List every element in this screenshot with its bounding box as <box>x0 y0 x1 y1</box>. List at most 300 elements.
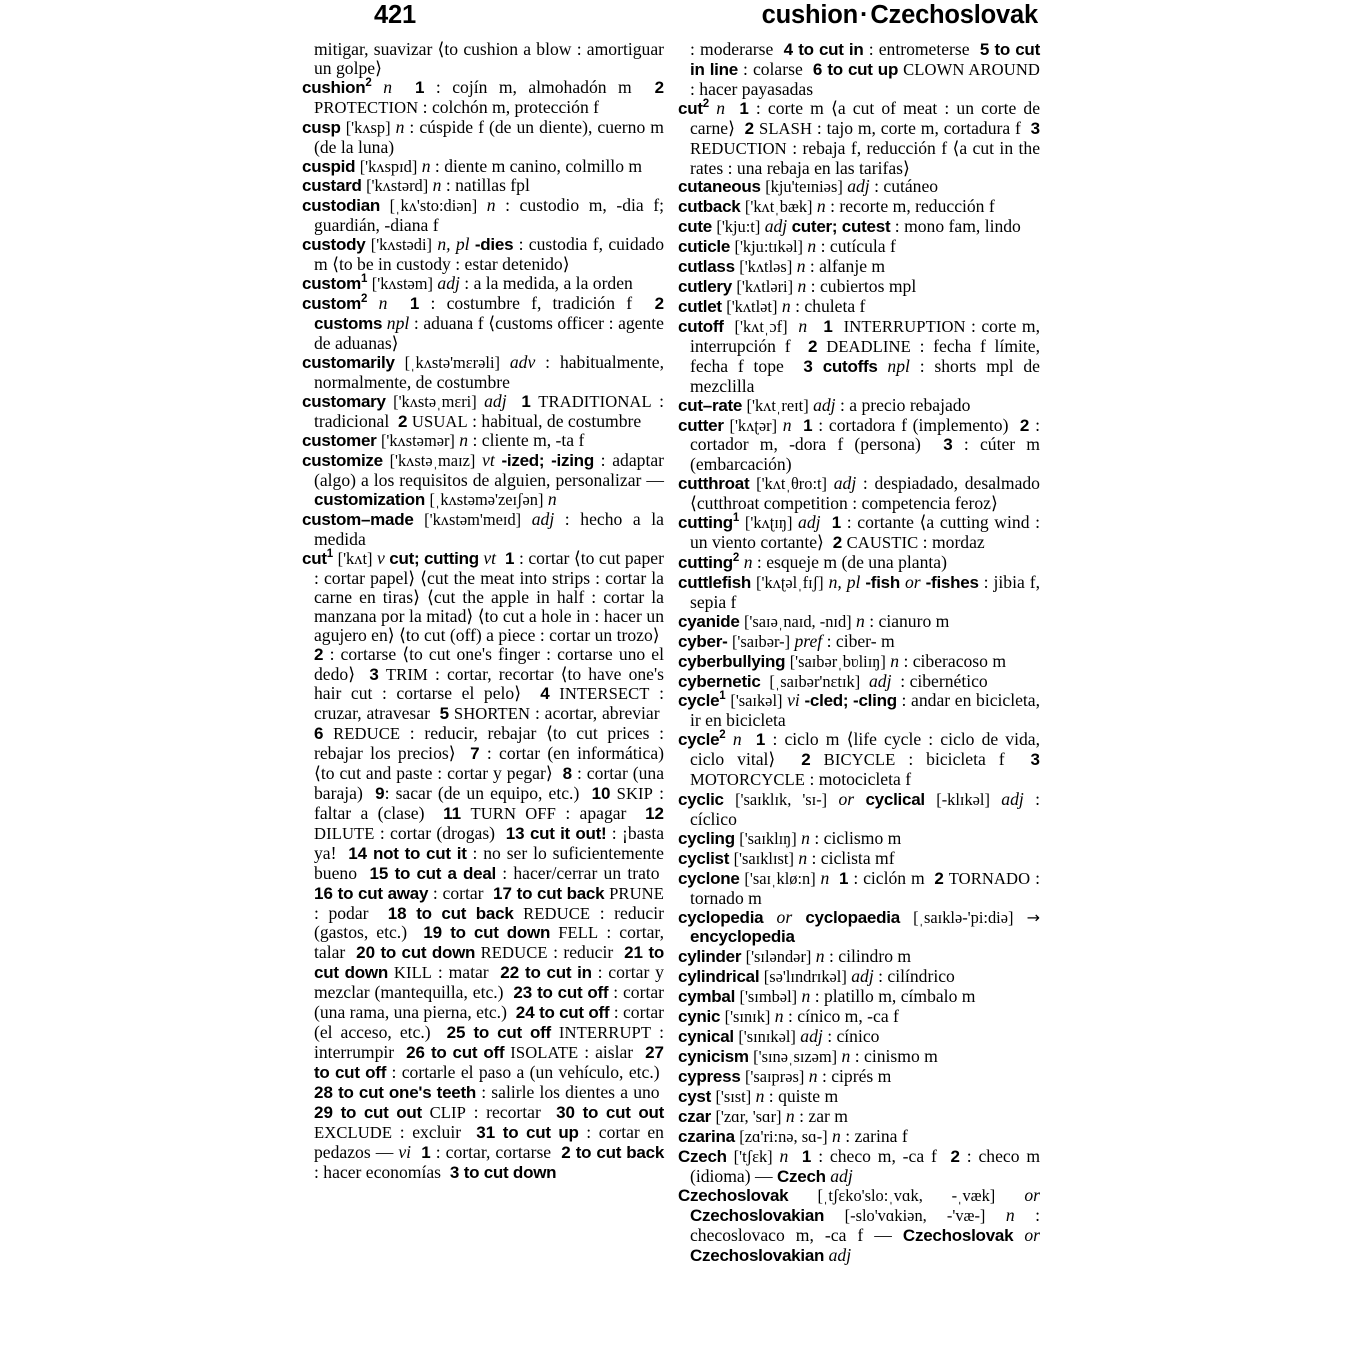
part-of-speech: n <box>421 155 431 176</box>
entry-cutthroat <box>678 474 1040 513</box>
entry-cyberbullying <box>678 652 1040 672</box>
entry-cutlet <box>678 297 1040 317</box>
entry-czechoslovak: Czechoslovak [ˌtʃɛko'slo:ˌvɑk, -ˌvæk] or Czechoslovakian [-slo'vɑkiən, -'væ-] n : checoslovaco m, -ca f — Czechoslovak or Czechoslovakian adj <box>678 1185 1040 1266</box>
synonym-cue: PRUNE <box>609 883 664 903</box>
headword: cycle <box>678 730 720 750</box>
part-of-speech: adj <box>531 509 555 530</box>
headword: cutthroat <box>678 474 750 494</box>
entry-cylindrical <box>678 967 1040 987</box>
entry-customer <box>302 431 664 451</box>
part-of-speech: adj <box>800 1026 823 1047</box>
part-of-speech-vt: vt <box>483 547 497 568</box>
sense-number: 13 <box>505 823 525 843</box>
sense-text: : tornado m <box>690 867 1040 908</box>
headword: cuttlefish <box>678 572 752 592</box>
part-of-speech: n <box>774 1006 784 1027</box>
pronunciation: ['kʌstəˌmaɪz] <box>389 451 476 471</box>
sense-text: : aduana f ⟨customs officer : agente de aduanas⟩ <box>314 312 664 353</box>
column-right <box>678 40 1040 1346</box>
headword: cut <box>302 548 327 568</box>
synonym-cue: ISOLATE <box>510 1043 579 1063</box>
entry-cylinder <box>678 947 1040 967</box>
part-of-speech: n <box>816 196 826 217</box>
sense-number: 2 <box>1019 415 1030 435</box>
sense-text: : cínico m, -ca f <box>788 1006 899 1027</box>
part-of-speech: n <box>801 986 811 1007</box>
sub-headword: customs <box>314 313 383 333</box>
sense-text: : shorts mpl de mezclilla <box>690 355 1040 396</box>
headword: cutlery <box>678 277 732 297</box>
entry-cuspid <box>302 157 664 177</box>
sense-number: 4 <box>540 684 550 704</box>
part-of-speech: adj <box>851 966 874 987</box>
sense-number: 1 <box>414 77 425 97</box>
headword: cutlass <box>678 257 735 277</box>
headword: cut <box>678 98 703 118</box>
sense-number: 20 <box>356 943 376 963</box>
part-of-speech: n <box>820 867 830 888</box>
variant-joiner: or <box>905 571 921 592</box>
sense-text: : cutícula f <box>820 236 896 257</box>
homograph-number: 1 <box>326 548 334 561</box>
sense-text: : costumbre f, tradición f <box>430 292 633 313</box>
pronunciation: ['kʌstərd] <box>366 176 429 196</box>
sense-text: : hecho a la medida <box>314 509 664 550</box>
entry-cyanide <box>678 612 1040 632</box>
part-of-speech: n <box>395 116 405 137</box>
headword: cutlet <box>678 296 722 316</box>
derived-joiner: or <box>1024 1225 1040 1246</box>
sense-text: : rebaja f, reducción f ⟨a cut in the rates : una rebaja en las tarifas⟩ <box>690 137 1041 178</box>
sub-part-of-speech: npl <box>386 312 410 333</box>
pronunciation: ['kʌʈəlˌfɪʃ] <box>756 572 824 592</box>
synonym-cue: CAUSTIC <box>846 533 919 553</box>
headword: czarina <box>678 1126 735 1146</box>
synonym-cue: FELL <box>558 923 599 943</box>
pronunciation: ['kʌstəm] <box>371 274 433 294</box>
sense-text: : acortar, abreviar <box>534 703 660 724</box>
phrase: to cut off <box>314 1062 387 1082</box>
part-of-speech: n <box>807 236 817 257</box>
part-of-speech: n <box>808 1065 818 1086</box>
part-of-speech: n <box>779 1145 789 1166</box>
synonym-cue: PROTECTION <box>314 97 419 117</box>
sense-text: : mordaz <box>922 532 985 553</box>
guide-word-left: cushion <box>761 1 859 29</box>
headword: cynic <box>678 1007 721 1027</box>
entry-cut1: cut$^1$ ['kʌt] v cut; cutting vt 1 : cortar ⟨to cut paper : cortar papel⟩ ⟨cut the meat into strips : cortar la carne en tiras⟩ ⟨cut the apple in half : cortar la manzana por la mitad⟩ ⟨to cut a hole in : hacer un agujero en⟩ ⟨to cut (off) a piece : cortar un trozo⟩ 2 : cortarse ⟨to cut one's finger : cortarse uno el dedo⟩ 3 TRIM : cortar, recortar ⟨to have one's hair cut : cortarse el pelo⟩ 4 INTERSECT : cruzar, atravesar 5 SHORTEN : acortar, abreviar 6 REDUCE : reducir, rebajar ⟨to cut prices : rebajar los precios⟩ 7 : cortar (en informática) ⟨to cut and paste : cortar y pegar⟩ 8 : cortar (una baraja) 9: sacar (de un equipo, etc.) 10 SKIP : faltar a (clase) 11 TURN OFF : apagar 12 DILUTE : cortar (drogas) 13 cut it out! : ¡basta ya! 14 not to cut it : no ser lo suficientemente bueno 15 to cut a deal : hacer/cerrar un trato 16 to cut away : cortar 17 to cut back PRUNE : podar 18 to cut back REDUCE : reducir (gastos, etc.) 19 to cut down FELL : cortar, talar 20 to cut down REDUCE : reducir 21 to cut down KILL : matar 22 to cut in : cortar y mezclar (mantequilla, etc.) 23 to cut off : cortar (una rama, una pierna, etc.) 24 to cut off : cortar (el acceso, etc.) 25 to cut off INTERRUPT : interrumpir 26 to cut off ISOLATE : aislar 27 to cut off : cortarle el paso a (un vehículo, etc.) 28 to cut one's teeth : salirle los dientes a uno 29 to cut out CLIP : recortar 30 to cut out EXCLUDE : excluir 31 to cut up : cortar en pedazos — vi 1 : cortar, cortarse 2 to cut back : hacer economías 3 to cut down <box>302 547 665 1182</box>
entry-cynical <box>678 1027 1040 1047</box>
sense-number: 28 <box>314 1082 333 1102</box>
sense-text: : cortar <box>432 882 484 903</box>
homograph-number: 2 <box>719 729 726 742</box>
headword: cutoff <box>678 316 724 336</box>
pronunciation: ['kju:t] <box>716 217 761 237</box>
phrase: cut it out! <box>529 823 607 843</box>
entry-cutting1 <box>678 513 1040 553</box>
part-of-speech: n <box>486 195 496 216</box>
sense-text: : habitual, de costumbre <box>472 410 642 431</box>
homograph-number: 2 <box>365 76 372 89</box>
headword: customarily <box>302 352 395 372</box>
pronunciation: ['sɪmbəl] <box>739 987 798 1007</box>
pronunciation: [ˌsaɪklə-'pi:diə] <box>913 907 1014 927</box>
sense-text: : cilíndrico <box>878 966 955 987</box>
synonym-cue: KILL <box>393 963 433 983</box>
sense-number: 2 <box>808 336 818 356</box>
sense-text: : recortar <box>473 1101 541 1122</box>
derived-word: Czech <box>776 1166 826 1186</box>
part-of-speech: adv <box>509 351 536 372</box>
sense-text: : ciclismo m <box>814 827 902 848</box>
sense-number: 2 <box>654 293 665 313</box>
sense-text: : faltar a (clase) <box>314 783 664 823</box>
sense-number: 2 <box>801 750 811 770</box>
sense-number: 14 <box>348 843 368 863</box>
entry-custom2 <box>302 294 664 353</box>
sense-number: 9 <box>375 784 385 804</box>
part-of-speech: n, pl <box>828 571 861 592</box>
headword: cut–rate <box>678 395 743 415</box>
headword: cutting <box>678 513 733 533</box>
inflection: cut; cutting <box>389 548 479 568</box>
sense-number: 2 <box>398 411 408 431</box>
headword: cyclone <box>678 868 740 888</box>
entry-cutback <box>678 197 1040 217</box>
entry-cymbal <box>678 987 1040 1007</box>
part-of-speech: n <box>781 295 791 316</box>
pronunciation: ['tʃɛk] <box>733 1146 773 1166</box>
sense-text: : bicicleta f <box>908 749 1005 770</box>
part-of-speech: adj <box>847 176 870 197</box>
headword: cylinder <box>678 947 742 967</box>
pronunciation: [ˌsaɪbər'nɛtɪk] <box>769 671 861 691</box>
headword: cyanide <box>678 611 740 631</box>
phrase: to cut down <box>314 943 664 983</box>
pronunciation: ['kʌtˌɔf] <box>734 316 788 336</box>
sense-text: : cortar, cortarse <box>435 1141 552 1162</box>
sense-number: 19 <box>423 923 443 943</box>
part-of-speech: v <box>376 547 385 568</box>
headword: cyclopedia <box>678 907 764 927</box>
sense-text: : podar <box>314 902 369 923</box>
pronunciation: [ˌtʃɛko'slo:ˌvɑk, -ˌvæk] <box>817 1186 996 1206</box>
sense-number: 26 <box>406 1043 425 1063</box>
derived-part-of-speech: adj <box>828 1245 852 1266</box>
sense-text: : cruzar, atravesar <box>314 683 664 724</box>
entry-cute <box>678 217 1040 237</box>
sense-text: : mono fam, lindo <box>894 216 1021 237</box>
sense-text: : interrumpir <box>314 1022 664 1063</box>
sense-text: : chuleta f <box>795 295 866 316</box>
sense-number: 30 <box>556 1102 575 1122</box>
part-of-speech: n <box>890 650 900 671</box>
sense-text: : cortar (en informática) ⟨to cut and paste : cortar y pegar⟩ <box>314 743 665 784</box>
phrase: to cut off <box>430 1043 505 1063</box>
sense-text: : cubiertos mpl <box>810 276 917 297</box>
part-of-speech: adj <box>1001 789 1024 810</box>
carryover-entry <box>302 40 664 78</box>
entry-cynicism <box>678 1047 1040 1067</box>
running-head <box>302 0 1038 34</box>
cross-reference: encyclopedia <box>690 927 795 947</box>
entry-custard <box>302 176 664 196</box>
pronunciation: [kju'teɪniəs] <box>765 177 843 197</box>
phrase: to cut in <box>525 963 592 983</box>
phrase: to cut back <box>416 903 514 923</box>
sense-text: : cortar y mezclar (mantequilla, etc.) <box>314 962 664 1003</box>
headword: cutaneous <box>678 177 761 197</box>
entry-cybernetic <box>678 672 1040 692</box>
sense-number: 2 <box>744 118 755 138</box>
sense-number: 6 <box>314 724 324 744</box>
headword: custom–made <box>302 510 414 530</box>
entry-cutoff <box>678 317 1040 396</box>
part-of-speech: vt <box>482 450 495 471</box>
pronunciation: [ˌkʌ'sto:diən] <box>389 196 478 216</box>
sense-text: : habitualmente, normalmente, de costumbre <box>314 351 664 392</box>
headword: custom <box>302 274 361 294</box>
sense-text: : aislar <box>584 1042 634 1063</box>
inflection-alt: -fishes <box>925 572 979 592</box>
sense-number: 3 <box>1030 118 1041 138</box>
phrase: to cut back <box>575 1142 665 1162</box>
guide-words <box>762 0 1038 30</box>
sense-text: : cojín m, almohadón m <box>435 76 632 97</box>
sub-part-of-speech: npl <box>887 355 910 376</box>
part-of-speech-vi: vi <box>398 1141 412 1162</box>
phrase: to cut off <box>539 1003 610 1023</box>
headword: cyber- <box>678 631 728 651</box>
entry-cutlery <box>678 277 1040 297</box>
sense-text: : platillo m, címbalo m <box>814 986 976 1007</box>
synonym-cue: SHORTEN <box>453 704 531 724</box>
sense-text: : cortadora f (implemento) <box>818 414 1009 435</box>
synonym-cue: MOTORCYCLE <box>690 770 806 790</box>
synonym-cue: USUAL <box>411 411 468 431</box>
pronunciation: ['saɪˌklø:n] <box>744 868 816 888</box>
sense-number: 21 <box>624 943 644 963</box>
sense-number: 15 <box>369 863 389 883</box>
derived-word: customization <box>314 490 426 510</box>
pronunciation: [ˌkʌstə'mɛrəli] <box>404 352 500 372</box>
entry-custom1 <box>302 274 664 294</box>
entry-cycle2 <box>678 730 1040 790</box>
sense-text: : zar m <box>799 1105 848 1126</box>
variant-headword: Czechoslovakian <box>690 1206 825 1226</box>
sense-number: 3 <box>369 664 379 684</box>
entry-cutaneous <box>678 177 1040 197</box>
synonym-cue: REDUCE <box>523 903 591 923</box>
sense-text: : recorte m, reducción f <box>830 196 995 217</box>
entry-czarina <box>678 1127 1040 1147</box>
homograph-number: 1 <box>719 690 726 703</box>
phrase: not to cut it <box>372 843 467 863</box>
sense-number: 1 <box>803 415 813 435</box>
pronunciation: ['kʌt] <box>337 548 373 568</box>
sense-text: : fecha f límite, fecha f tope <box>690 335 1040 376</box>
part-of-speech: n <box>743 551 753 572</box>
guide-word-right: Czechoslovak <box>870 1 1038 29</box>
sense-text: : salirle los dientes a uno <box>481 1081 660 1102</box>
sense-text: : matar <box>437 962 489 983</box>
headword: cynical <box>678 1027 734 1047</box>
entry-cuttlefish <box>678 573 1040 612</box>
pronunciation: [zɑ'ri:nə, sɑ-] <box>739 1126 828 1146</box>
entry-cypress <box>678 1067 1040 1087</box>
synonym-cue: TRIM <box>385 664 428 684</box>
headword: custodian <box>302 196 381 216</box>
sense-number: 1 <box>755 730 766 750</box>
entry-cut-rate <box>678 396 1040 416</box>
phrase: to cut up <box>502 1122 579 1142</box>
part-of-speech: n <box>383 76 393 97</box>
sense-text: : cortarle el paso a (un vehículo, etc.) <box>391 1061 660 1082</box>
pronunciation: ['kʌstədi] <box>370 235 432 255</box>
part-of-speech: n <box>798 847 808 868</box>
headword: Czechoslovak <box>678 1186 789 1206</box>
sense-number: 23 <box>513 983 533 1003</box>
sense-number: 3 <box>943 435 953 455</box>
sense-text: : cortante ⟨a cutting wind : un viento cortante⟩ <box>690 512 1040 553</box>
sense-text: : moderarse <box>690 39 774 59</box>
entry-cyclist <box>678 849 1040 869</box>
sense-text: : cortar ⟨to cut paper : cortar papel⟩ ⟨cut the meat into strips : cortar la carne en tiras⟩ ⟨cut the apple in half : cortar la manzana por la mitad⟩ ⟨to cut a hole in : hacer un agujero en⟩ ⟨to cut (off) a piece : cortar un trozo⟩ <box>314 547 664 645</box>
synonym-cue: INTERRUPT <box>558 1023 652 1043</box>
synonym-cue: TRADITIONAL <box>538 391 652 411</box>
part-of-speech: n <box>432 175 442 196</box>
headword: cynicism <box>678 1047 749 1067</box>
entry-customize: customize ['kʌstəˌmaɪz] vt -ized; -izing : adaptar (algo) a los requisitos de alguien, personalizar — customization [ˌkʌstəmə'zeɪʃən] n <box>302 450 664 510</box>
pronunciation: ['saɪklɪk, 'sɪ-] <box>735 790 828 810</box>
entry-customary <box>302 392 664 432</box>
headword: cyclist <box>678 848 730 868</box>
pronunciation: ['sɪst] <box>715 1086 752 1106</box>
entry-cyber- <box>678 632 1040 652</box>
part-of-speech: n <box>832 1125 841 1146</box>
headword: cutting <box>678 552 733 572</box>
sense-text: : despiadado, desalmado ⟨cutthroat competition : competencia feroz⟩ <box>690 473 1040 514</box>
part-of-speech: n <box>797 276 807 297</box>
sense-text: : entrometerse <box>868 39 970 59</box>
headword: cute <box>678 217 712 237</box>
entry-cut2 <box>678 99 1040 178</box>
page-number: 421 <box>374 1 416 29</box>
part-of-speech: n <box>459 430 469 451</box>
inflection: cuter; cutest <box>791 217 891 237</box>
pronunciation: ['zɑr, 'sɑr] <box>715 1106 782 1126</box>
entry-custom-made <box>302 510 664 549</box>
sense-number: 11 <box>443 803 462 823</box>
sense-text: : zarina f <box>845 1125 908 1146</box>
phrase: to cut off <box>473 1023 551 1043</box>
entry-cyclic <box>678 790 1040 829</box>
pronunciation: ['kʌspɪd] <box>359 156 418 176</box>
sense-text: : a la medida, a la orden <box>464 273 633 294</box>
homograph-number: 2 <box>702 97 710 110</box>
variant-joiner: or <box>1024 1185 1040 1206</box>
entry-cuticle <box>678 237 1040 257</box>
homograph-number: 2 <box>360 293 368 306</box>
sense-number: 24 <box>515 1003 535 1023</box>
part-of-speech: n <box>856 610 865 631</box>
sense-text: : cortar (una rama, una pierna, etc.) <box>314 982 664 1023</box>
sense-text: : hacer economías <box>314 1161 442 1182</box>
variant-joiner: or <box>776 906 793 927</box>
synonym-cue: DILUTE <box>314 823 375 843</box>
inflection: -fish <box>865 572 901 592</box>
derived-word: Czechoslovak <box>902 1226 1014 1246</box>
pronunciation: ['kʌstəˌmɛri] <box>393 391 477 411</box>
sense-number: 1 <box>409 293 420 313</box>
headword: customer <box>302 431 377 451</box>
entry-cyclone <box>678 869 1040 908</box>
phrase: to cut up <box>827 59 899 79</box>
phrase: to cut down <box>463 1162 557 1182</box>
headword: cyclic <box>678 790 724 810</box>
inflection: -ized; -izing <box>501 451 594 471</box>
headword: czar <box>678 1106 712 1126</box>
sense-text: : cinismo m <box>854 1046 938 1067</box>
part-of-speech: n <box>782 414 792 435</box>
sense-text: : cortar, recortar ⟨to have one's hair cut : cortarse el pelo⟩ <box>314 663 665 704</box>
sense-text: : cibernético <box>900 670 988 691</box>
synonym-cue: REDUCE <box>480 943 548 963</box>
entry-czech: Czech ['tʃɛk] n 1 : checo m, -ca f 2 : checo m (idioma) — Czech adj <box>678 1145 1041 1186</box>
column-container <box>302 40 1040 1346</box>
sense-number: 17 <box>493 883 512 903</box>
pronunciation: ['saɪbər-] <box>731 631 791 651</box>
synonym-cue: TURN OFF <box>470 803 556 823</box>
headword: cylindrical <box>678 967 760 987</box>
sense-text: : reducir, rebajar ⟨to cut prices : rebajar los precios⟩ <box>314 723 664 764</box>
entry-cutlass <box>678 257 1040 277</box>
pronunciation: ['kʌtləri] <box>736 277 794 297</box>
sense-number: 29 <box>314 1102 333 1122</box>
sense-number: 2 <box>934 868 944 888</box>
sense-text: : apagar <box>565 802 627 823</box>
pronunciation: ['kʌtˌbæk] <box>744 197 813 217</box>
derived-pronunciation: [ˌkʌstəmə'zeɪʃən] <box>429 490 544 510</box>
synonym-cue: BICYCLE <box>823 750 896 770</box>
sense-text: : checo m (idioma) <box>690 1145 1041 1186</box>
part-of-speech: vi <box>787 690 800 711</box>
sense-text: : cíclico <box>690 789 1040 829</box>
entry-cycle1 <box>678 691 1040 730</box>
sense-number: 5 <box>979 40 990 59</box>
entry-cycling <box>678 829 1040 849</box>
phrase: to cut one's teeth <box>338 1082 477 1102</box>
synonym-cue: DEADLINE <box>826 336 911 356</box>
sense-number: 22 <box>500 963 520 983</box>
part-of-speech: adj <box>869 670 892 691</box>
sense-number: 1 <box>839 868 849 888</box>
part-of-speech: adj <box>484 390 507 411</box>
part-of-speech: n, pl <box>437 234 470 255</box>
sense-text: : tradicional <box>314 390 665 431</box>
part-of-speech: n <box>378 292 388 313</box>
variant-headword: cyclical <box>865 790 925 810</box>
sense-number: 1 <box>739 98 749 118</box>
sense-text: : ciberacoso m <box>903 650 1007 671</box>
sense-number: 3 <box>803 356 813 376</box>
sense-text: : hacer payasadas <box>690 78 814 99</box>
inflection: -dies <box>474 235 514 255</box>
pronunciation: ['kʌtˌθro:t] <box>756 474 828 494</box>
sense-text: : tajo m, corte m, cortadura f <box>816 117 1021 138</box>
pronunciation: ['kʌtˌreɪt] <box>746 395 809 415</box>
sense-text: : cliente m, -ta f <box>472 430 585 451</box>
